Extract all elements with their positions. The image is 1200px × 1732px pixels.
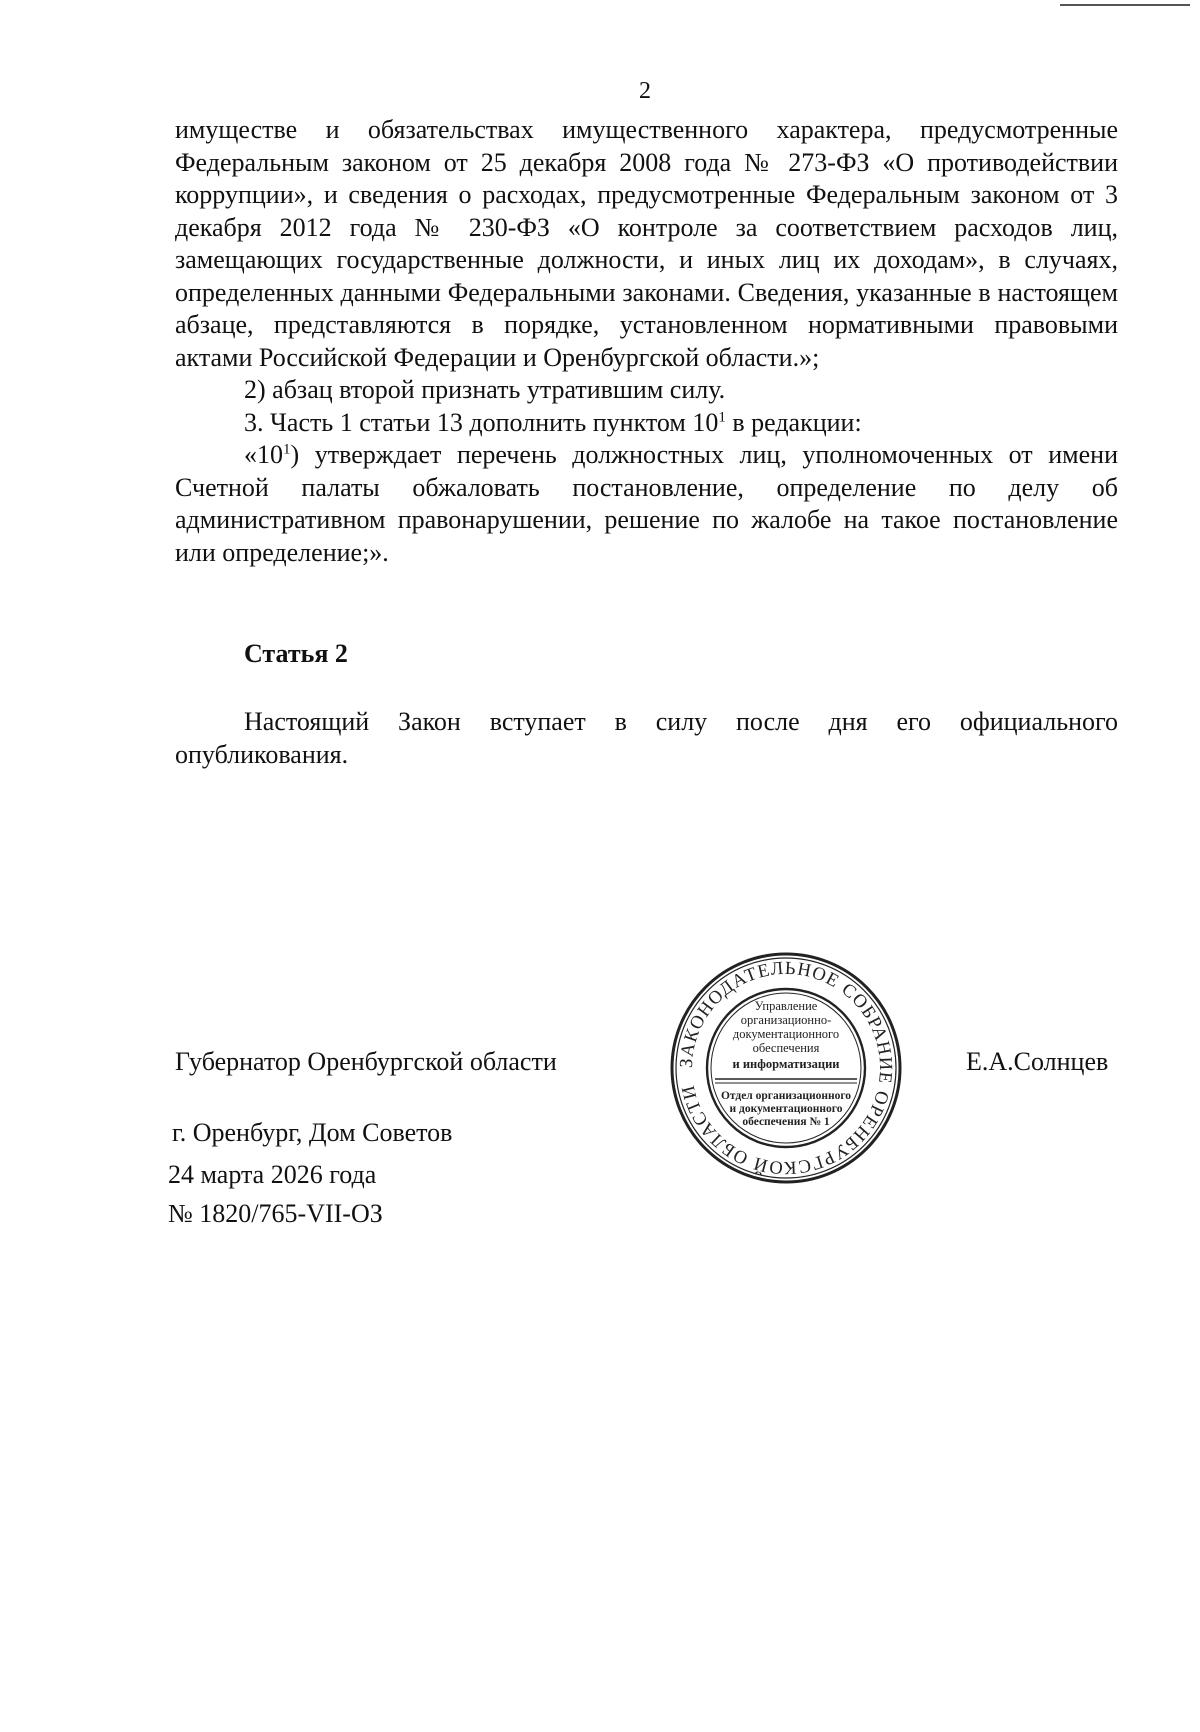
paragraph-quoted-clause	[175, 439, 1118, 569]
article-2-heading: Статья 2	[244, 639, 348, 668]
superscript: 1	[718, 408, 726, 425]
seal-line: и информатизации	[732, 1057, 840, 1071]
paragraph-item-3-text: 3. Часть 1 статьи 13 дополнить пунктом 10	[244, 407, 719, 437]
seal-line: Управление	[754, 999, 818, 1013]
seal-line: Отдел организационного	[720, 1090, 852, 1102]
paragraph-item-3	[175, 407, 1118, 440]
seal-line: документационного	[732, 1027, 840, 1041]
place-of-signing: г. Оренбург, Дом Советов	[172, 1118, 453, 1147]
paragraph-item-2: 2) абзац второй признать утратившим силу.	[244, 375, 726, 404]
seal-line: обеспечения	[752, 1041, 820, 1055]
signatory-name: Е.А.Солнцев	[966, 1047, 1109, 1076]
article-2-body	[175, 706, 1118, 771]
seal-line: и документационного	[729, 1103, 843, 1115]
page-number: 2	[639, 78, 651, 104]
quoted-clause-text: ) утверждает перечень должностных лиц, уполномоченных от имени Счетной палаты обжаловать постановление, определение по делу об административном правонарушении, решение по жалобе на такое постановление или определение;».	[175, 440, 1118, 567]
signing-date: 24 марта 2026 года	[168, 1160, 377, 1189]
seal-inner-text	[721, 999, 851, 1128]
seal-line: обеспечения № 1	[742, 1116, 830, 1128]
top-edge-rule	[1060, 4, 1190, 6]
article-2-paragraph: Настоящий Закон вступает в силу после дня его официального опубликования.	[175, 707, 1118, 769]
official-seal	[668, 950, 904, 1186]
quoted-clause-start: «10	[244, 440, 283, 469]
superscript: 1	[283, 441, 291, 458]
seal-ring-text-path: ЗАКОНОДАТЕЛЬНОЕ СОБРАНИЕ ОРЕНБУРГСКОЙ ОБЛАСТИ	[676, 958, 896, 1178]
paragraph-item-3-tail: в редакции:	[725, 407, 862, 437]
law-number: № 1820/765-VII-ОЗ	[168, 1199, 383, 1228]
paragraph-continuation: имуществе и обязательствах имущественного характера, предусмотренные Федеральным законом от 25 декабря 2008 года № 273-ФЗ «О противодействии коррупции», и сведения о расходах, предусмотренные Федеральным законом от 3 декабря 2012 года № 230-ФЗ «О контроле за соответствием расходов лиц, замещающих государственные должности, и иных лиц их доходам», в случаях, определенных данными Федеральными законами. Сведения, указанные в настоящем абзаце, представляются в порядке, установленном нормативными правовыми актами Российской Федерации и Оренбургской области.»;	[175, 115, 1118, 372]
signatory-title: Губернатор Оренбургской области	[175, 1047, 557, 1076]
body-text	[175, 114, 1118, 569]
seal-line: организационно-	[740, 1013, 832, 1027]
